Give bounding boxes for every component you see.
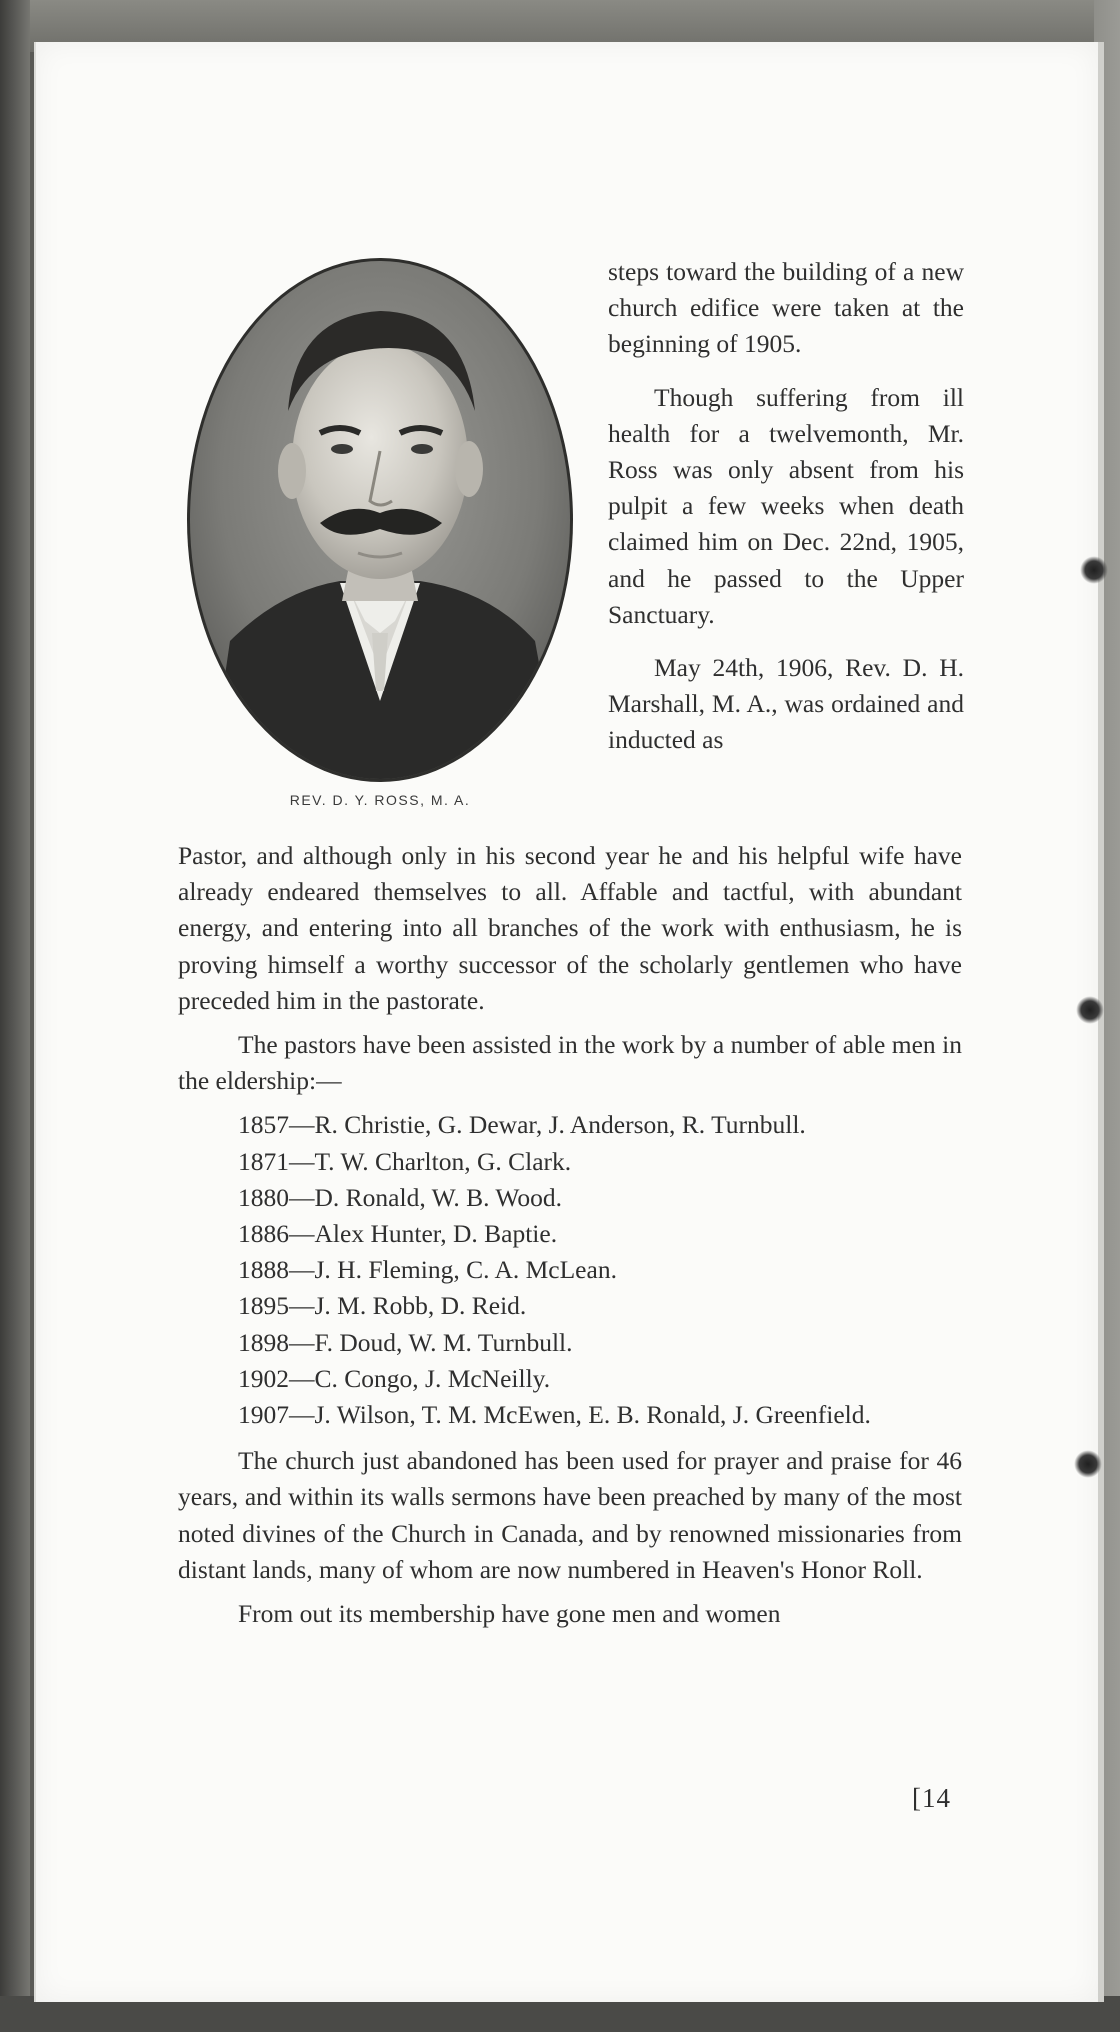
scan-backdrop-left <box>0 0 30 2032</box>
right-column-text <box>608 254 964 759</box>
elder-entry: 1898—F. Doud, W. M. Turnbull. <box>238 1327 573 1357</box>
column-paragraph: steps toward the building of a new church edifice were taken at the beginning of 1905. <box>608 257 964 359</box>
portrait-frame <box>187 258 573 782</box>
page-number: [14 <box>912 1783 951 1813</box>
elder-entry: 1888—J. H. Fleming, C. A. McLean. <box>238 1255 617 1285</box>
elder-entry: 1857—R. Christie, G. Dewar, J. Anderson, R. Turnbull. <box>238 1110 806 1140</box>
elder-entry: 1902—C. Congo, J. McNeilly. <box>238 1363 551 1393</box>
portrait-photo <box>190 261 570 779</box>
continuation-paragraph: Pastor, and although only in his second year he and his helpful wife have already endeared themselves to all. Affable and tactful, with abundant energy, and entering into all branches of the work with enthusiasm, he is proving himself a worthy successor of the scholarly gentlemen who have preceded him in the pastorate. <box>178 841 962 1015</box>
elder-entry: 1871—T. W. Charlton, G. Clark. <box>238 1146 572 1176</box>
elder-entry: 1895—J. M. Robb, D. Reid. <box>238 1291 527 1321</box>
church-paragraph: The church just abandoned has been used for prayer and praise for 46 years, and within its walls sermons have been preached by many of the most noted divines of the Church in Canada, and by renowned missionaries from distant lands, many of whom are now numbered in Heaven's Honor Roll. <box>178 1446 962 1584</box>
portrait-caption: REV. D. Y. ROSS, M. A. <box>289 792 471 808</box>
closing-paragraph: From out its membership have gone men and women <box>238 1599 781 1629</box>
elders-intro: The pastors have been assisted in the work by a number of able men in the eldership:— <box>178 1030 962 1096</box>
ink-spot <box>1076 996 1104 1024</box>
ink-spot <box>1074 1450 1102 1478</box>
elder-entry: 1907—J. Wilson, T. M. McEwen, E. B. Ronald, J. Greenfield. <box>238 1400 871 1430</box>
ink-spot <box>1080 556 1108 584</box>
elder-entry: 1886—Alex Hunter, D. Baptie. <box>238 1219 558 1249</box>
column-paragraph: May 24th, 1906, Rev. D. H. Marshall, M. A., was ordained and inducted as <box>608 653 964 755</box>
main-body-text <box>178 838 962 1640</box>
elder-entry: 1880—D. Ronald, W. B. Wood. <box>238 1182 563 1212</box>
column-paragraph: Though suffering from ill health for a twelvemonth, Mr. Ross was only absent from his pulpit a few weeks when death claimed him on Dec. 22nd, 1905, and he passed to the Upper Sanctuary. <box>608 382 964 629</box>
elders-list <box>178 1107 962 1433</box>
